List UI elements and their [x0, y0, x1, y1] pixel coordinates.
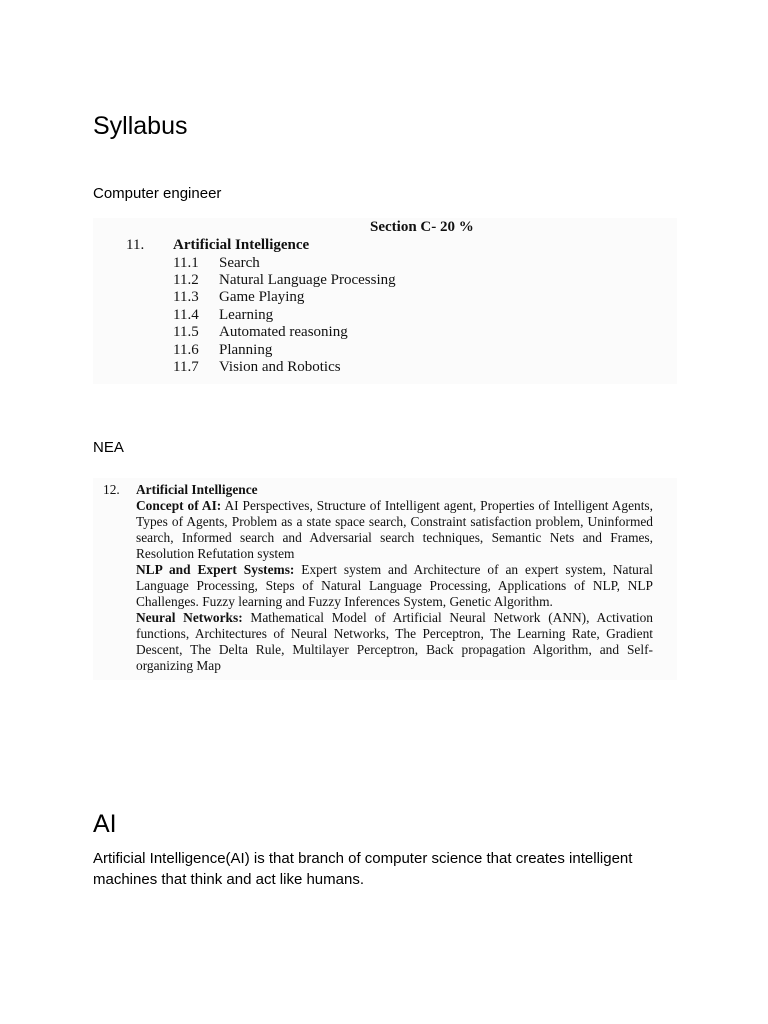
- ai-heading: AI: [93, 810, 117, 838]
- nea-number: 12.: [103, 482, 120, 497]
- item-number: 11.7: [173, 359, 199, 375]
- nn-paragraph: [136, 610, 653, 674]
- section-c-scan: [93, 218, 677, 384]
- section-c-number: 11.: [126, 237, 145, 253]
- section-c-item: [173, 289, 304, 306]
- item-label: Planning: [219, 342, 273, 358]
- section-c-item: [173, 342, 272, 359]
- section-c-heading: Section C- 20 %: [370, 219, 474, 235]
- syllabus-heading: Syllabus: [93, 112, 188, 140]
- item-number: 11.2: [173, 272, 199, 288]
- section-c-item: [173, 307, 273, 324]
- section-c-item: [173, 255, 260, 272]
- nlp-label: NLP and Expert Systems:: [136, 562, 295, 577]
- concept-label: Concept of AI:: [136, 498, 222, 513]
- concept-paragraph: [136, 498, 653, 562]
- item-number: 11.4: [173, 307, 199, 323]
- item-number: 11.3: [173, 289, 199, 305]
- concept-text: AI Perspectives, Structure of Intelligent agent, Properties of Intelligent Agents, Types of Agents, Problem as a state space search, Constraint satisfaction problem, Uninformed search, Informed search and Adversarial search techniques, Semantic Nets and Frames, Resolution Refutation system: [136, 498, 653, 561]
- section-c-title: Artificial Intelligence: [173, 237, 310, 253]
- nn-text: Mathematical Model of Artificial Neural Network (ANN), Activation functions, Architectures of Neural Networks, The Perceptron, The Learning Rate, Gradient Descent, The Delta Rule, Multilayer Perceptron, Back propagation Algorithm, and Self-organizing Map: [136, 610, 653, 673]
- item-label: Automated reasoning: [219, 324, 348, 340]
- ai-definition: Artificial Intelligence(AI) is that branch of computer science that creates intelligent machines that think and act like humans.: [93, 850, 633, 888]
- item-label: Learning: [219, 307, 274, 323]
- item-number: 11.5: [173, 324, 199, 340]
- item-label: Vision and Robotics: [219, 359, 341, 375]
- section-c-item: [173, 359, 341, 376]
- item-number: 11.6: [173, 342, 199, 358]
- nea-label: NEA: [93, 439, 124, 456]
- nea-scan: [93, 478, 677, 680]
- item-label: Natural Language Processing: [219, 272, 396, 288]
- computer-engineer-label: Computer engineer: [93, 185, 222, 202]
- item-label: Search: [219, 255, 260, 271]
- nea-title: Artificial Intelligence: [136, 482, 258, 497]
- section-c-item: [173, 324, 348, 341]
- item-label: Game Playing: [219, 289, 305, 305]
- section-c-item: [173, 272, 396, 289]
- nlp-paragraph: [136, 562, 653, 610]
- item-number: 11.1: [173, 255, 199, 271]
- nea-body: [136, 482, 653, 674]
- nn-label: Neural Networks:: [136, 610, 243, 625]
- nlp-text: Expert system and Architecture of an expert system, Natural Language Processing, Steps of Natural Language Processing, Applications of NLP, NLP Challenges. Fuzzy learning and Fuzzy Inferences System, Genetic Algorithm.: [136, 562, 653, 609]
